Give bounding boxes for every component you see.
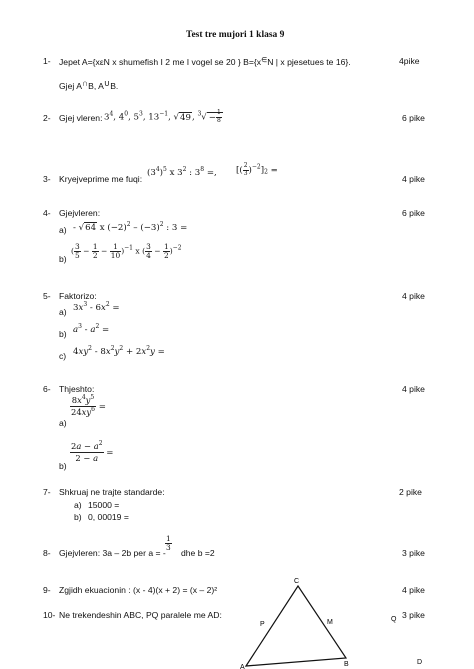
q7-points: 2 pike [399, 487, 422, 497]
q3-points: 4 pike [402, 174, 425, 184]
q2-number: 2- [43, 113, 51, 123]
q4-points: 6 pike [402, 208, 425, 218]
q1-text-b: N | x pjesetues te 16}. [267, 57, 351, 67]
q8-fraction: $\frac{1}{3}$ [166, 534, 171, 552]
q9-text: Zgjidh ekuacionin : (x - 4)(x + 2) = (x – 2)² [59, 585, 218, 595]
q9-number: 9- [43, 585, 51, 595]
q10-points: 3 pike [402, 610, 425, 620]
q1-text: Jepet A={xεN x shumefish I 2 me I vogel se 20 } B={x [59, 57, 262, 67]
q10-number: 10- [43, 610, 56, 620]
q1-points: 4pike [399, 56, 420, 66]
q7-b-label: b) [74, 512, 82, 522]
label-c: C [294, 578, 300, 585]
q1-element-of: ∈ [261, 57, 268, 64]
q4-b-expression: ( $\frac{3}{5}$ − $\frac{1}{2}$ − $\frac{1}{10}$ )$^{-1}$ x ( $\frac{3}{4}$ − $\frac{1}{2}$ )$^{-2}$ [71, 242, 182, 260]
q6-a-expression: $\frac{8x^4y^5}{24xy^6}$ = [71, 394, 106, 417]
q5-points: 4 pike [402, 291, 425, 301]
q8-number: 8- [43, 548, 51, 558]
q7-text: Shkruaj ne trajte standarde: [59, 487, 165, 497]
label-m: M [327, 619, 333, 626]
label-d: D [417, 659, 423, 666]
triangle-diagram [240, 572, 430, 669]
q4-a-expression: - √64 x $(-2)^2 - (-3)^2$ : 3 = [73, 221, 188, 233]
q7-number: 7- [43, 487, 51, 497]
q10-text: Ne trekendeshin ABC, PQ paralele me AD: [59, 610, 222, 620]
q1-line1 [59, 56, 351, 67]
label-b: B [344, 661, 349, 668]
q6-b-label: b) [59, 461, 67, 471]
q7-a-label: a) [74, 500, 82, 510]
q6-a-label: a) [59, 418, 67, 428]
q4-number: 4- [43, 208, 51, 218]
q9-points: 4 pike [402, 585, 425, 595]
q5-b-label: b) [59, 329, 67, 339]
q4-text: Gjejvleren: [59, 208, 101, 218]
q3-number: 3- [43, 174, 51, 184]
q6-number: 6- [43, 384, 51, 394]
q7-b-value: 0, 00019 = [88, 512, 129, 522]
q3-text: Kryejveprime me fuqi: [59, 174, 143, 184]
q2-points: 6 pike [402, 113, 425, 123]
q6-text: Thjeshto: [59, 384, 95, 394]
q1-line2: Gjej A∩B, A∪B. [59, 78, 119, 91]
q5-c-label: c) [59, 351, 67, 361]
label-q: Q [391, 616, 397, 623]
q3-expression: $(3^4)^5$ x $3^2$ : $3^8$ =, [147, 166, 217, 178]
q8-text-pre: Gjejvleren: 3a – 2b per a = - [59, 548, 166, 558]
q2-text: Gjej vleren: [59, 113, 103, 123]
q5-text: Faktorizo: [59, 291, 97, 301]
q5-a-label: a) [59, 307, 67, 317]
q1-number: 1- [43, 56, 51, 66]
q6-points: 4 pike [402, 384, 425, 394]
q8-text-post: dhe b =2 [181, 548, 215, 558]
page-title: Test tre mujori 1 klasa 9 [186, 30, 285, 40]
q5-a-expression: $3x^3 - 6x^2$ = [73, 301, 120, 313]
q5-number: 5- [43, 291, 51, 301]
q8-points: 3 pike [402, 548, 425, 558]
q2-expression: $3^4$, $4^0$, $5^3$, $13^{-1}$, √49, $^3$√ − $\frac{1}{8}$ [104, 109, 221, 124]
q7-a-value: 15000 = [88, 500, 120, 510]
label-a: A [240, 664, 245, 669]
q4-a-label: a) [59, 225, 67, 235]
q6-b-expression: $\frac{2a - a^2}{2 - a}$ = [71, 440, 114, 463]
q4-b-label: b) [59, 254, 67, 264]
q5-c-expression: $4xy^2 - 8x^2y^2 + 2x^2y$ = [73, 345, 165, 357]
q3-expression-b: [( $\frac{2}{3}$ )$^{-2}$]$^2$ = [236, 162, 278, 177]
q5-b-expression: $a^3 - a^2$ = [73, 323, 110, 335]
label-p: P [260, 621, 265, 628]
